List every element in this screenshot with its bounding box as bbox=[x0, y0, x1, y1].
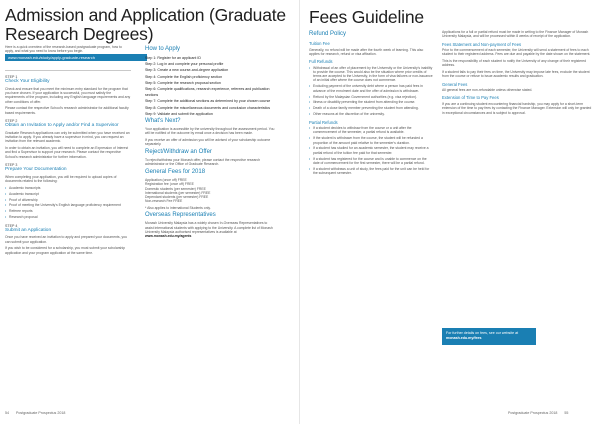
how-to-apply-column bbox=[145, 45, 275, 241]
apply-step: Step 1: Register for an applicant ID bbox=[145, 56, 201, 60]
apply-step: Step 7: Complete the additional sections as determined by your chosen course bbox=[145, 99, 271, 104]
list-item: • Proof of meeting the University's English language proficiency requirement bbox=[9, 203, 131, 207]
list-item: • Illness or disability preventing the student from attending the course. bbox=[313, 100, 434, 104]
fee-line: Application (once off) FREE bbox=[145, 177, 187, 182]
overseas-text: Monash University Malaysia has a widely chosen In-Overseas Representatives to assist international students with applying to the University. A complete list of Monash University Malaysia authorised representatives is available at bbox=[145, 221, 273, 235]
list-item: • Withdrawal of an offer of placement by the University or the University's inability to provide the course. This would also be the situation where prior credits of terms are accepted to the University, in the form of visa failures or non-issuance of an initial offer where the course does not commence. bbox=[313, 66, 434, 83]
list-item: • Other reasons at the discretion of the university. bbox=[313, 112, 434, 116]
page-number: 55 bbox=[564, 411, 569, 415]
step-paragraph: Once you have received an invitation to apply and prepared your documents, you can submit your application. bbox=[5, 235, 127, 244]
reject-paragraph: To reject/withdraw your Monash offer, please contact the respective research administrator or the Office of Graduate Research. bbox=[145, 158, 261, 167]
list-item: • Academic transcript bbox=[9, 192, 131, 196]
intro-paragraph: Here is a quick overview of the research-based postgraduate program, how to apply, and what you need to know before you begin. bbox=[5, 45, 122, 54]
step-paragraph: When completing your application, you will be required to upload copies of documents related to the following: bbox=[5, 174, 117, 184]
refund-policy-heading: Refund Policy bbox=[309, 31, 347, 37]
footer-label: Postgraduate Prospectus 2018 bbox=[16, 411, 66, 415]
apply-step: Step 6: Complete qualifications, research experience, referees and publication sections bbox=[145, 87, 270, 98]
list-item: • Refund by the Malaysian Government authorities (e.g. visa rejection). bbox=[313, 95, 434, 99]
fee-line: Registration fee (once off) FREE bbox=[145, 182, 194, 187]
fee-line: Domestic students (per semester) FREE bbox=[145, 186, 206, 191]
full-refunds-heading: Full Refunds bbox=[309, 59, 333, 65]
overseas-paragraph bbox=[145, 221, 275, 238]
list-item: • If a student has studied for an academic semester, the student may receive a partial refund of the tuition fee paid for that semester. bbox=[313, 146, 434, 155]
list-item: • Death of a close family member preventing the student from attending. bbox=[313, 106, 434, 110]
general-fees-2018-heading: General Fees for 2018 bbox=[145, 168, 206, 175]
non-payment-paragraph: If a student fails to pay their fees on time, the University may impose late fees, exclude the student from the course or refuse to issue academic results and graduation. bbox=[442, 70, 590, 79]
overseas-heading: Overseas Representatives bbox=[145, 212, 216, 219]
tuition-paragraph: Generally, no refund will be made after the fourth week of learning. This also applies for research, refund or visa affixation. bbox=[309, 47, 424, 56]
list-item: • Excluding payment of the university debt where a person has paid fees in advance of the enrolment date and the offer of admission is withdrawn. bbox=[313, 84, 434, 93]
general-fees-paragraph: All general fees are non-refundable unless otherwise stated. bbox=[442, 88, 533, 93]
list-item: • If a student decides to withdraw from the course or a unit after the commencement of the semester, a partial refund is available. bbox=[313, 126, 434, 135]
page-number: 54 bbox=[5, 411, 9, 415]
step-label: STEP 3 bbox=[5, 162, 18, 167]
footer-label: Postgraduate Prospectus 2018 bbox=[508, 411, 558, 415]
extension-paragraph: If you are a continuing student encountering financial hardship, you may apply for a short-term extension of the time to pay fees by contacting the Finance Manager. Extension will only be granted in exceptional circumstances and is subject to approval. bbox=[442, 101, 592, 115]
documents-list bbox=[5, 186, 131, 220]
refund-column bbox=[309, 30, 434, 177]
step-paragraph: If you wish to be considered for a scholarship, you must submit your scholarship application and your program application at the same time. bbox=[5, 246, 126, 255]
general-fees-heading: General Fees bbox=[442, 81, 468, 87]
step-title: Check Your Eligibility bbox=[5, 79, 50, 85]
whats-next-paragraph: Your application is accessible by the university throughout the assessment period. You will be notified of the outcome by email once a decision has been made. bbox=[145, 127, 275, 136]
list-item: • If a student withdraws a unit of study, the fees paid for the unit can be held for the subsequent semester. bbox=[313, 167, 434, 176]
apply-step: Step 8: Complete the miscellaneous documents and conclusion characteristics bbox=[145, 105, 271, 110]
whats-next-heading: What's Next? bbox=[145, 118, 181, 125]
fee-line: Dependant students (per semester) FREE bbox=[145, 195, 209, 200]
steps-column bbox=[5, 66, 131, 257]
step-label: STEP 2 bbox=[5, 118, 18, 123]
fees-callout-box bbox=[442, 328, 536, 345]
step-title: Prepare Your Documentation bbox=[5, 167, 67, 173]
graduate-research-link[interactable]: www.monash.edu/study/apply-graduate-research bbox=[5, 54, 147, 61]
partial-refunds-list bbox=[309, 126, 434, 175]
extension-heading: Extension of Time to Pay Fees bbox=[442, 95, 499, 101]
tuition-fee-heading: Tuition Fee bbox=[309, 41, 330, 46]
non-payment-paragraph: Prior to the commencement of each semester, the University will send a statement of fees to each student to their registered address. Fees are due and payable by the date shown on the statement. bbox=[442, 48, 591, 57]
how-to-apply-heading: How to Apply bbox=[145, 46, 181, 52]
full-refunds-list bbox=[309, 66, 434, 117]
non-payment-heading: Fees Statement and Non-payment of Fees bbox=[442, 41, 522, 47]
list-item: • If the student is withdrawn from the course, the student will be refunded a proportion of the amount paid relative to the semester's duration. bbox=[313, 136, 434, 145]
fee-line: Non-research Fee FREE bbox=[145, 199, 183, 204]
step-paragraph: Graduate Research applications can only be submitted when you have received an invitation to apply. If you already have a supervisor in mind, you can request an invitation from the relevant academic. bbox=[5, 130, 130, 144]
list-item: • Referee reports bbox=[9, 209, 131, 213]
whats-next-paragraph: If you receive an offer of admission you will be advised of your scholarship outcome separately. bbox=[145, 138, 271, 147]
left-footer bbox=[5, 411, 71, 415]
fee-line: International students (per semester) FREE bbox=[145, 190, 211, 195]
right-page-title: Fees Guideline bbox=[309, 7, 424, 27]
partial-refunds-heading: Partial Refunds bbox=[309, 119, 338, 125]
step-title: Submit an Application bbox=[5, 227, 52, 233]
list-item: • Academic transcripts bbox=[9, 186, 131, 190]
fees-second-column bbox=[442, 30, 592, 117]
right-footer bbox=[508, 411, 574, 415]
fee-note: * Also applies to international Students only. bbox=[145, 205, 211, 210]
apply-step: Step 5: Complete the research proposal section bbox=[145, 80, 221, 85]
page-spine bbox=[299, 0, 300, 424]
step-title: Obtain an Invitation to Apply and/or Find a Supervisor bbox=[5, 123, 119, 129]
left-page-title: Admission and Application (Graduate Research Degrees) bbox=[5, 5, 286, 44]
step-paragraph: In order to obtain an invitation, you will need to complete an Expression of Interest and find a Supervisor to support your research. Please contact the respective School's research administrator for further information. bbox=[5, 146, 129, 159]
apply-step: Step 9: Validate and submit the application bbox=[145, 111, 213, 116]
fees-link[interactable]: monash.edu.my/fees bbox=[446, 335, 482, 340]
apply-step: Step 4: Complete the English proficiency section bbox=[145, 74, 223, 79]
list-item: • Proof of citizenship bbox=[9, 198, 131, 202]
non-payment-paragraph: This is the responsibility of each student to notify the University of any change of their registered address. bbox=[442, 59, 586, 68]
apply-step: Step 2: Log in and complete your personal profile bbox=[145, 62, 224, 67]
apply-step: Step 3: Create a new course-and-degree application bbox=[145, 68, 229, 73]
col2-intro: Applications for a full or partial refund must be made in writing to the Finance Manager of Monash University Malaysia, and will be processed within 8 weeks of receipt of the application. bbox=[442, 30, 589, 39]
step-label: STEP 1 bbox=[5, 75, 18, 79]
step-paragraph: Please contact the respective School's research administrator for additional faculty based requirements. bbox=[5, 106, 129, 115]
list-item: • If a student has registered for the course and is unable to commence on the date of commencement for the first semester, there will be a partial refund. bbox=[313, 157, 434, 166]
agents-link[interactable]: www.monash.edu.my/agents bbox=[145, 234, 192, 239]
divider bbox=[5, 70, 131, 71]
list-item: • Research proposal bbox=[9, 215, 131, 219]
callout-text: For further details on fees, see our website at bbox=[446, 331, 519, 335]
step-label: STEP 4 bbox=[5, 223, 18, 228]
reject-heading: Reject/Withdraw an Offer bbox=[145, 149, 212, 155]
step-paragraph: Check and ensure that you meet the minimum entry standard for the program that you have chosen. If your application is successful, you must satisfy the requirements of the program, including any English language requirements and any other conditions of offer. bbox=[5, 86, 131, 104]
